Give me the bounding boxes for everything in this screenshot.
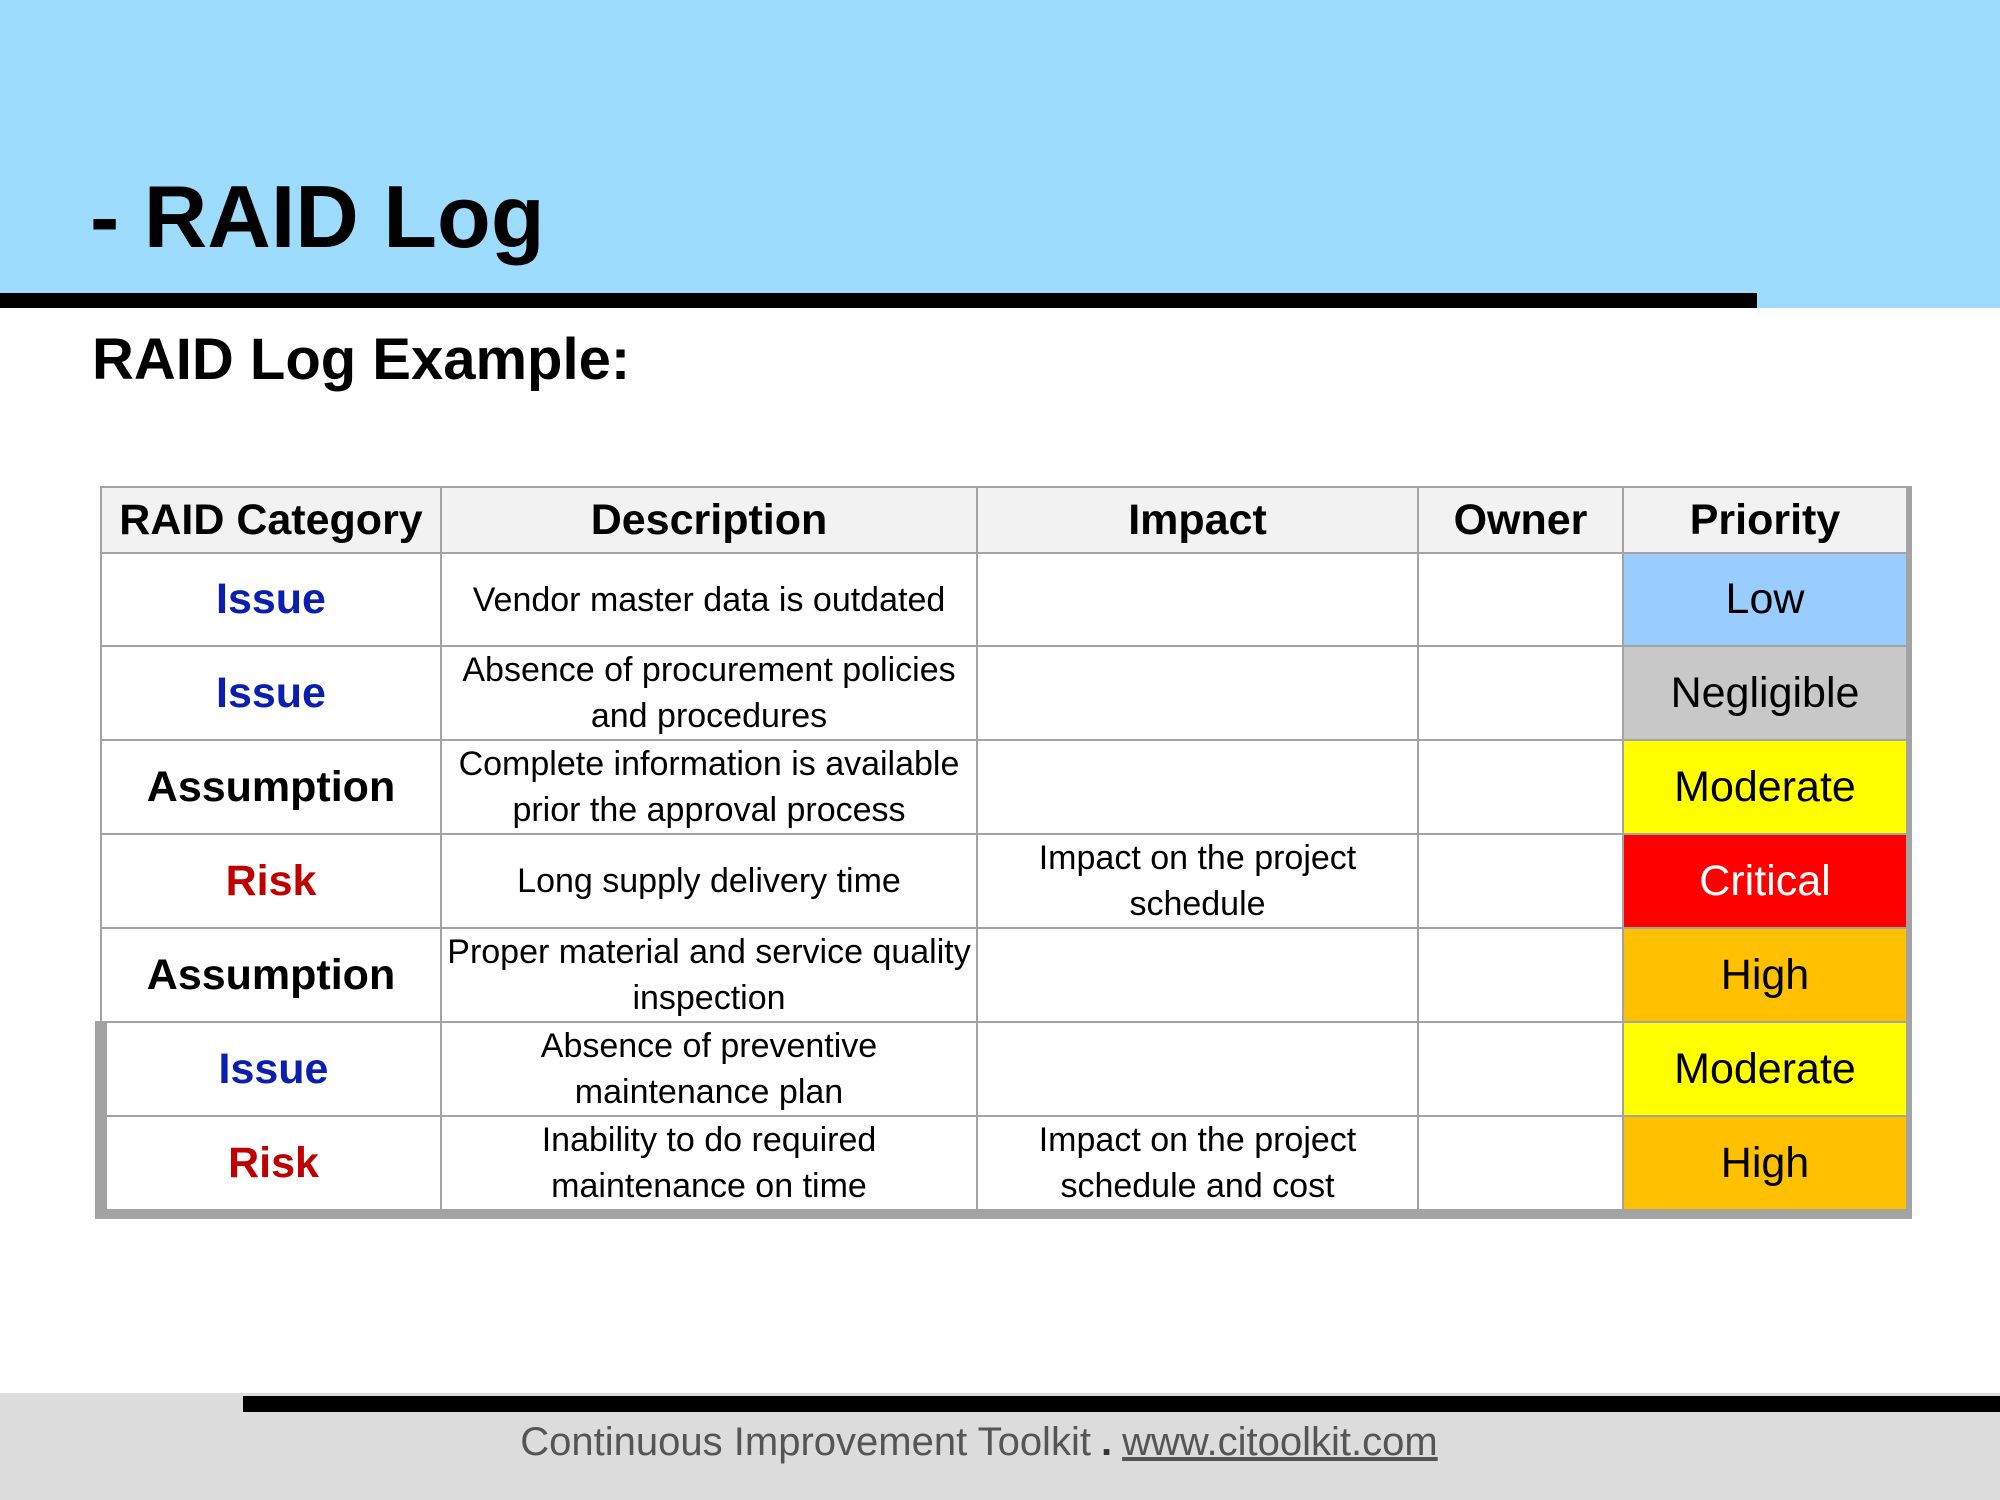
owner-cell [1418, 1116, 1623, 1214]
column-header-impact: Impact [977, 487, 1418, 553]
table-row [101, 646, 1909, 740]
category-cell: Risk [101, 1116, 441, 1214]
owner-cell [1418, 834, 1623, 928]
column-header-description: Description [441, 487, 977, 553]
table-row [101, 1116, 1909, 1214]
footer-separator: . [1100, 1420, 1113, 1464]
footer [0, 1420, 1958, 1465]
description-cell: Absence of preventive maintenance plan [441, 1022, 977, 1116]
page-title: - RAID Log [90, 167, 545, 266]
impact-cell: Impact on the project schedule [977, 834, 1418, 928]
impact-cell [977, 740, 1418, 834]
description-cell: Complete information is available prior the approval process [441, 740, 977, 834]
title-divider [0, 293, 1757, 308]
priority-cell: Low [1623, 553, 1909, 646]
impact-cell [977, 646, 1418, 740]
column-header-category: RAID Category [101, 487, 441, 553]
footer-link[interactable]: www.citoolkit.com [1122, 1420, 1438, 1464]
impact-cell: Impact on the project schedule and cost [977, 1116, 1418, 1214]
priority-cell: High [1623, 928, 1909, 1022]
description-cell: Proper material and service quality inspection [441, 928, 977, 1022]
priority-cell: Negligible [1623, 646, 1909, 740]
column-header-owner: Owner [1418, 487, 1623, 553]
category-cell: Assumption [101, 928, 441, 1022]
table-row [101, 553, 1909, 646]
owner-cell [1418, 553, 1623, 646]
priority-cell: Moderate [1623, 1022, 1909, 1116]
raid-log-table [95, 486, 1912, 1219]
category-cell: Risk [101, 834, 441, 928]
description-cell: Vendor master data is outdated [441, 553, 977, 646]
table-row [101, 834, 1909, 928]
table-header-row [101, 487, 1909, 553]
category-cell: Assumption [101, 740, 441, 834]
table-row [101, 740, 1909, 834]
table-row [101, 1022, 1909, 1116]
category-cell: Issue [101, 553, 441, 646]
priority-cell: Critical [1623, 834, 1909, 928]
impact-cell [977, 553, 1418, 646]
table-row [101, 928, 1909, 1022]
impact-cell [977, 928, 1418, 1022]
column-header-priority: Priority [1623, 487, 1909, 553]
footer-brand: Continuous Improvement Toolkit [520, 1420, 1091, 1464]
priority-cell: High [1623, 1116, 1909, 1214]
category-cell: Issue [101, 1022, 441, 1116]
description-cell: Absence of procurement policies and procedures [441, 646, 977, 740]
footer-divider [243, 1396, 2000, 1412]
impact-cell [977, 1022, 1418, 1116]
priority-cell: Moderate [1623, 740, 1909, 834]
category-cell: Issue [101, 646, 441, 740]
owner-cell [1418, 928, 1623, 1022]
description-cell: Long supply delivery time [441, 834, 977, 928]
owner-cell [1418, 740, 1623, 834]
description-cell: Inability to do required maintenance on time [441, 1116, 977, 1214]
section-subtitle: RAID Log Example: [92, 327, 631, 392]
owner-cell [1418, 1022, 1623, 1116]
owner-cell [1418, 646, 1623, 740]
